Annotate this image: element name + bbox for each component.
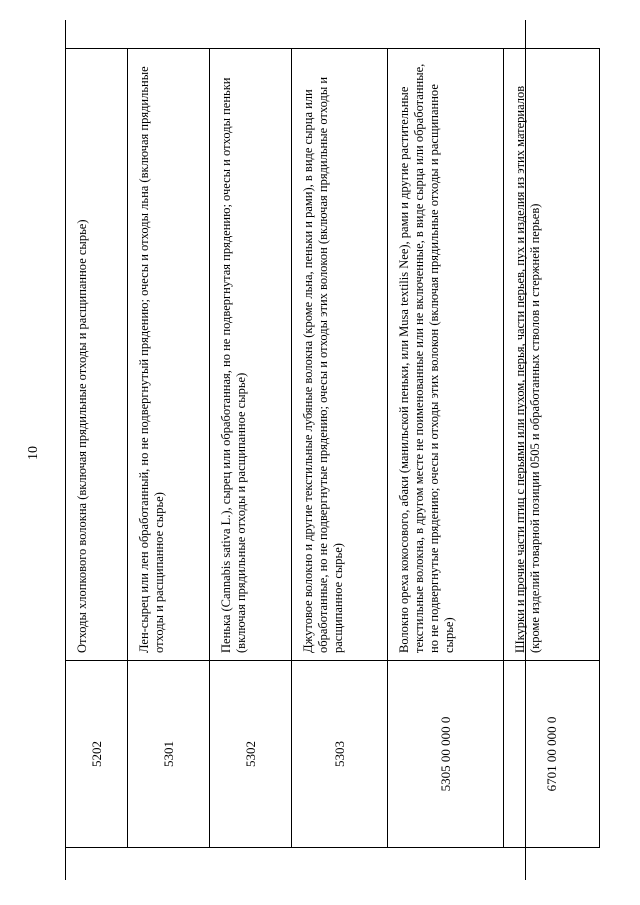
- table-row: [388, 49, 504, 848]
- code-cell: 5303: [292, 661, 388, 848]
- code-cell: 6701 00 000 0: [504, 661, 600, 848]
- rotated-table-frame: [65, 48, 559, 848]
- description-cell: Отходы хлопкового волокна (включая прядильные отходы и расщипанное сырье): [66, 49, 128, 661]
- description-cell: Джутовое волокно и другие текстильные лубяные волокна (кроме льна, пеньки и рами), в виде сырца или обработанные, но не подвергнутые прядению; очесы и отходы этих волокон (включая прядильные отходы и расщипанное сырье): [292, 49, 388, 661]
- description-cell: Шкурки и прочие части птиц с перьями или пухом, перья, части перьев, пух и изделия из этих материалов (кроме изделий товарной позиции 0505 и обработанных стволов и стержней перьев): [504, 49, 600, 661]
- description-cell: Пенька (Cannabis sativa L.), сырец или обработанная, но не подвергнутая прядению; очесы и отходы пеньки (включая прядильные отходы и расщипанное сырье): [210, 49, 292, 661]
- code-cell: 5202: [66, 661, 128, 848]
- tnved-code-table: [65, 48, 600, 848]
- table-container: [65, 48, 559, 848]
- table-row: [66, 49, 128, 848]
- table-row: [504, 49, 600, 848]
- page-number: 10: [26, 446, 41, 460]
- description-cell: Лен-сырец или лен обработанный, но не подвергнутый прядению; очесы и отходы льна (включая прядильные отходы и расщипанное сырье): [128, 49, 210, 661]
- code-cell: 5302: [210, 661, 292, 848]
- description-cell: Волокно ореха кокосового, абаки (манильской пеньки, или Musa textilis Nee), рами и другие растительные текстильные волокна, в другом месте не поименованные или не включенные, в виде сырца или обработанные, но не подвергнутые прядению; очесы и отходы этих волокон (включая прядильные отходы и расщипанное сырье): [388, 49, 504, 661]
- table-row: [210, 49, 292, 848]
- table-row: [292, 49, 388, 848]
- code-cell: 5301: [128, 661, 210, 848]
- code-cell: 5305 00 000 0: [388, 661, 504, 848]
- table-row: [128, 49, 210, 848]
